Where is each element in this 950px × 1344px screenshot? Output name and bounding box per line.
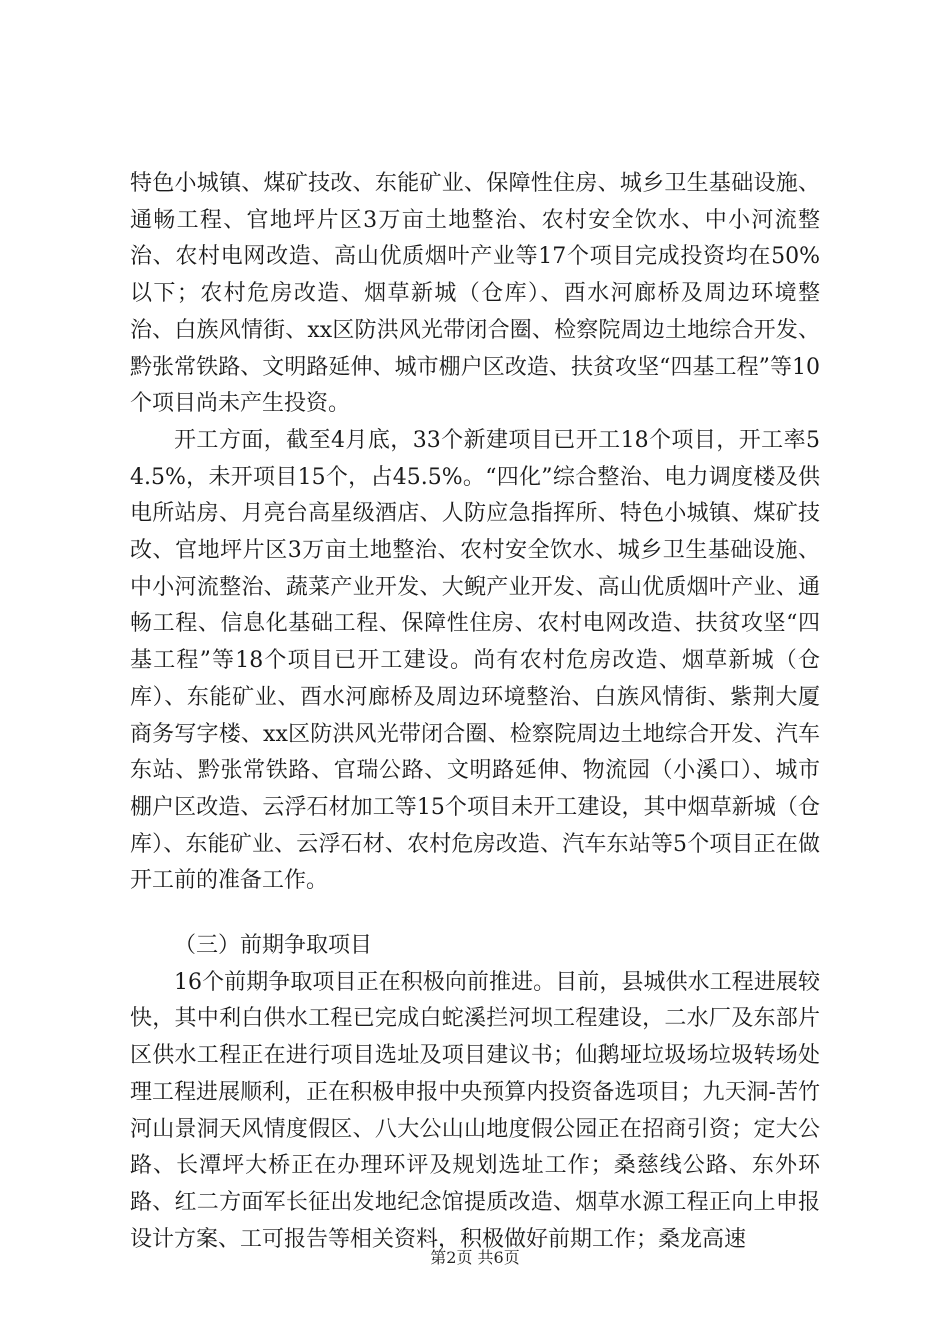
document-body xyxy=(130,166,820,1258)
body-paragraph-construction-start: 开工方面，截至4月底，33个新建项目已开工18个项目，开工率54.5%，未开项目15个，占45.5%。“四化”综合整治、电力调度楼及供电所站房、月亮台高星级酒店、人防应急指挥所、特色小城镇、煤矿技改、官地坪片区3万亩土地整治、农村安全饮水、城乡卫生基础设施、中小河流整治、蔬菜产业开发、大鲵产业开发、高山优质烟叶产业、通畅工程、信息化基础工程、保障性住房、农村电网改造、扶贫攻坚“四基工程”等18个项目已开工建设。尚有农村危房改造、烟草新城（仓库）、东能矿业、酉水河廊桥及周边环境整治、白族风情街、紫荆大厦商务写字楼、xx区防洪风光带闭合圈、检察院周边土地综合开发、汽车东站、黔张常铁路、官瑞公路、文明路延伸、物流园（小溪口）、城市棚户区改造、云浮石材加工等15个项目未开工建设，其中烟草新城（仓库）、东能矿业、云浮石材、农村危房改造、汽车东站等5个项目正在做开工前的准备工作。 xyxy=(130,427,820,894)
body-paragraph-continuation: 特色小城镇、煤矿技改、东能矿业、保障性住房、城乡卫生基础设施、通畅工程、官地坪片区3万亩土地整治、农村安全饮水、中小河流整治、农村电网改造、高山优质烟叶产业等17个项目完成投资均在50%以下；农村危房改造、烟草新城（仓库）、酉水河廊桥及周边环境整治、白族风情街、xx区防洪风光带闭合圈、检察院周边土地综合开发、黔张常铁路、文明路延伸、城市棚户区改造、扶贫攻坚“四基工程”等10个项目尚未产生投资。 xyxy=(130,171,820,417)
page-number-footer: 第2页 共6页 xyxy=(430,1248,520,1267)
section-heading: （三）前期争取项目 xyxy=(174,933,373,959)
body-paragraph-preliminary-projects: 16个前期争取项目正在积极向前推进。目前，县城供水工程进展较快，其中利白供水工程已完成白蛇溪拦河坝工程建设，二水厂及东部片区供水工程正在进行项目选址及项目建议书；仙鹅垭垃圾场垃圾转场处理工程进展顺利，正在积极申报中央预算内投资备选项目；九天洞-苦竹河山景洞天风情度假区、八大公山山地度假公园正在招商引资；定大公路、长潭坪大桥正在办理环评及规划选址工作；桑慈线公路、东外环路、红二方面军长征出发地纪念馆提质改造、烟草水源工程正向上申报设计方案、工可报告等相关资料，积极做好前期工作；桑龙高速 xyxy=(130,969,820,1252)
